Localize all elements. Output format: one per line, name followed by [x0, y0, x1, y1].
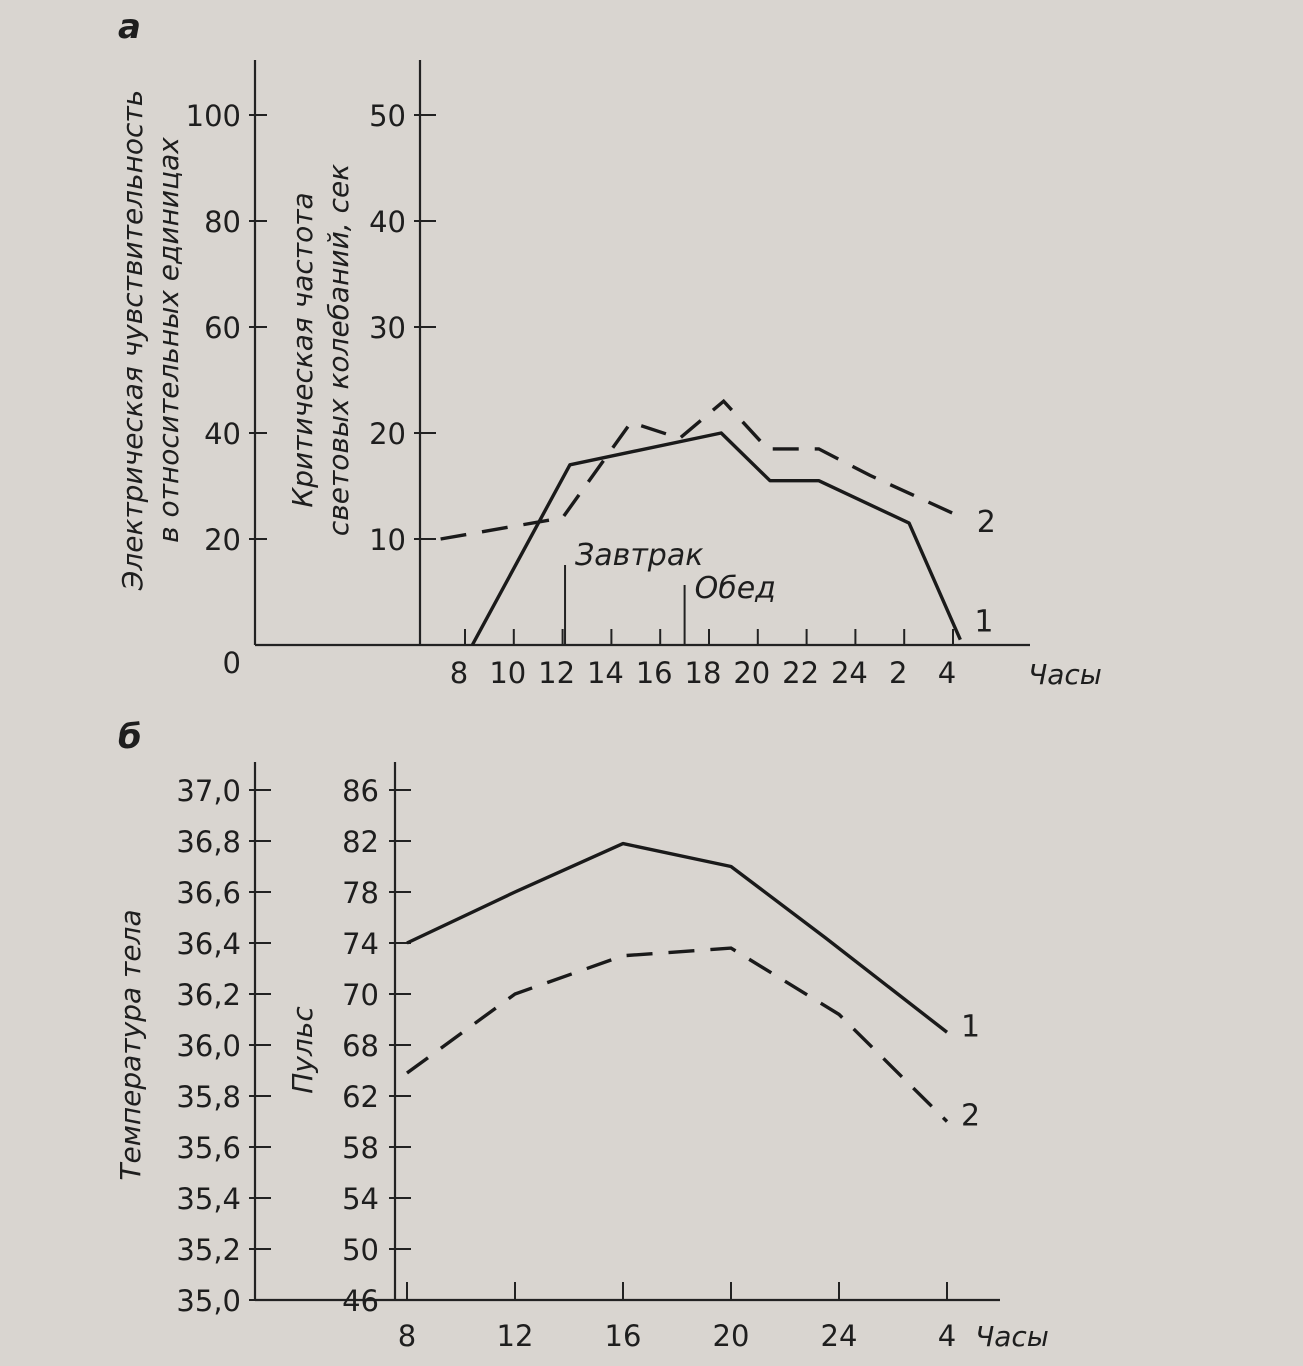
- panel-b-left-tick-label: 37,0: [176, 774, 241, 808]
- panel-b-right-tick-label: 74: [342, 927, 379, 961]
- panel-b-right-tick-label: 78: [342, 876, 379, 910]
- panel-b-series-label-2: 2: [961, 1098, 981, 1134]
- panel-b-right-axis-title: Пульс: [286, 1006, 319, 1094]
- panel-b-left-ticks: [176, 774, 271, 1318]
- panel-b-right-tick-label: 62: [342, 1080, 379, 1114]
- panel-b-letter: б: [118, 717, 142, 757]
- panel-a-x-tick-label: 4: [937, 656, 957, 690]
- panel-b-series: [407, 844, 980, 1134]
- panel-b-series-line-2: [407, 948, 947, 1121]
- panel-a-x-tick-label: 2: [888, 656, 908, 690]
- panel-a-right-axis-title-line-2: световых колебаний, сек: [322, 163, 355, 537]
- panel-a-annotations: [565, 538, 776, 645]
- panel-a-x-tick-label: 18: [684, 656, 722, 690]
- panel-a-x-label: Часы: [1028, 658, 1102, 691]
- panel-a-x-tick-label: 14: [586, 656, 624, 690]
- panel-b-left-tick-label: 36,0: [176, 1029, 241, 1063]
- panel-a-left-tick-label: 0: [222, 646, 241, 680]
- panel-a-annotation-label: Завтрак: [575, 538, 704, 573]
- panel-b-right-tick-label: 54: [342, 1182, 379, 1216]
- panel-b-left-tick-label: 36,2: [176, 978, 241, 1012]
- panel-b-left-axis-title: Температура тела: [114, 909, 147, 1181]
- panel-b-left-tick-label: 35,6: [176, 1131, 241, 1165]
- panel-b-left-tick-label: 35,0: [176, 1284, 241, 1318]
- panel-a-left-tick-label: 60: [204, 311, 241, 345]
- panel-a-x-tick-label: 20: [733, 656, 771, 690]
- panel-a-x-tick-label: 24: [830, 656, 868, 690]
- panel-a-x-tick-label: 22: [782, 656, 820, 690]
- panel-b-x-tick-label: 12: [496, 1319, 534, 1353]
- panel-b-left-tick-label: 36,4: [176, 927, 241, 961]
- panel-a-annotation-label: Обед: [694, 571, 776, 606]
- panel-a-left-tick-label: 100: [185, 99, 241, 133]
- panel-b-left-tick-label: 35,2: [176, 1233, 241, 1267]
- panel-b-series-label-1: 1: [961, 1009, 981, 1045]
- panel-b-right-tick-label: 70: [342, 978, 379, 1012]
- panel-a-left-tick-label: 20: [204, 523, 241, 557]
- panel-b-right-tick-label: 58: [342, 1131, 379, 1165]
- panel-a-right-tick-label: 30: [369, 311, 406, 345]
- panel-a-right-tick-label: 50: [369, 99, 406, 133]
- panel-a-x-tick-label: 16: [635, 656, 673, 690]
- panel-b-right-tick-label: 82: [342, 825, 379, 859]
- panel-a: [116, 7, 1102, 691]
- panel-b-x-tick-label: 16: [604, 1319, 642, 1353]
- panel-b-x-tick-label: 20: [712, 1319, 750, 1353]
- panel-a-left-axis-title-line-2: в относительных единицах: [152, 137, 185, 543]
- panel-b-right-tick-label: 46: [342, 1284, 379, 1318]
- panel-b-right-ticks: [342, 774, 411, 1318]
- panel-a-right-axis-title-line-1: Критическая частота: [286, 192, 319, 508]
- panel-a-x-tick-label: 12: [538, 656, 576, 690]
- panel-a-right-tick-label: 40: [369, 205, 406, 239]
- panel-a-left-tick-label: 40: [204, 417, 241, 451]
- panel-a-x-tick-label: 10: [489, 656, 527, 690]
- panel-a-series: [441, 401, 996, 645]
- panel-b-x-tick-label: 8: [397, 1319, 417, 1353]
- panel-b-right-tick-label: 50: [342, 1233, 379, 1267]
- panel-a-right-tick-label: 20: [369, 417, 406, 451]
- panel-b-series-line-1: [407, 844, 947, 1033]
- panel-a-right-ticks: [369, 99, 436, 557]
- panel-b-left-tick-label: 36,8: [176, 825, 241, 859]
- panel-a-series-label-1: 1: [974, 604, 994, 640]
- panel-b-left-tick-label: 35,8: [176, 1080, 241, 1114]
- panel-b: [114, 717, 1049, 1353]
- panel-a-x-ticks: [450, 629, 956, 690]
- panel-a-x-tick-label: 8: [449, 656, 469, 690]
- panel-a-right-tick-label: 10: [369, 523, 406, 557]
- panel-a-letter: а: [118, 7, 141, 47]
- panel-b-left-tick-label: 36,6: [176, 876, 241, 910]
- panel-b-x-label: Часы: [975, 1320, 1049, 1353]
- panel-b-x-tick-label: 24: [820, 1319, 858, 1353]
- panel-a-series-line-1: [472, 433, 960, 645]
- panel-a-series-line-2: [441, 401, 963, 539]
- panel-a-left-tick-label: 80: [204, 205, 241, 239]
- panel-b-x-tick-label: 4: [937, 1319, 957, 1353]
- panel-a-series-label-2: 2: [976, 504, 996, 540]
- panel-a-left-axis-title-line-1: Электрическая чувствительность: [116, 89, 149, 591]
- panel-b-left-tick-label: 35,4: [176, 1182, 241, 1216]
- panel-b-x-ticks: [398, 1282, 956, 1353]
- panel-b-right-tick-label: 86: [342, 774, 379, 808]
- panel-b-right-tick-label: 68: [342, 1029, 379, 1063]
